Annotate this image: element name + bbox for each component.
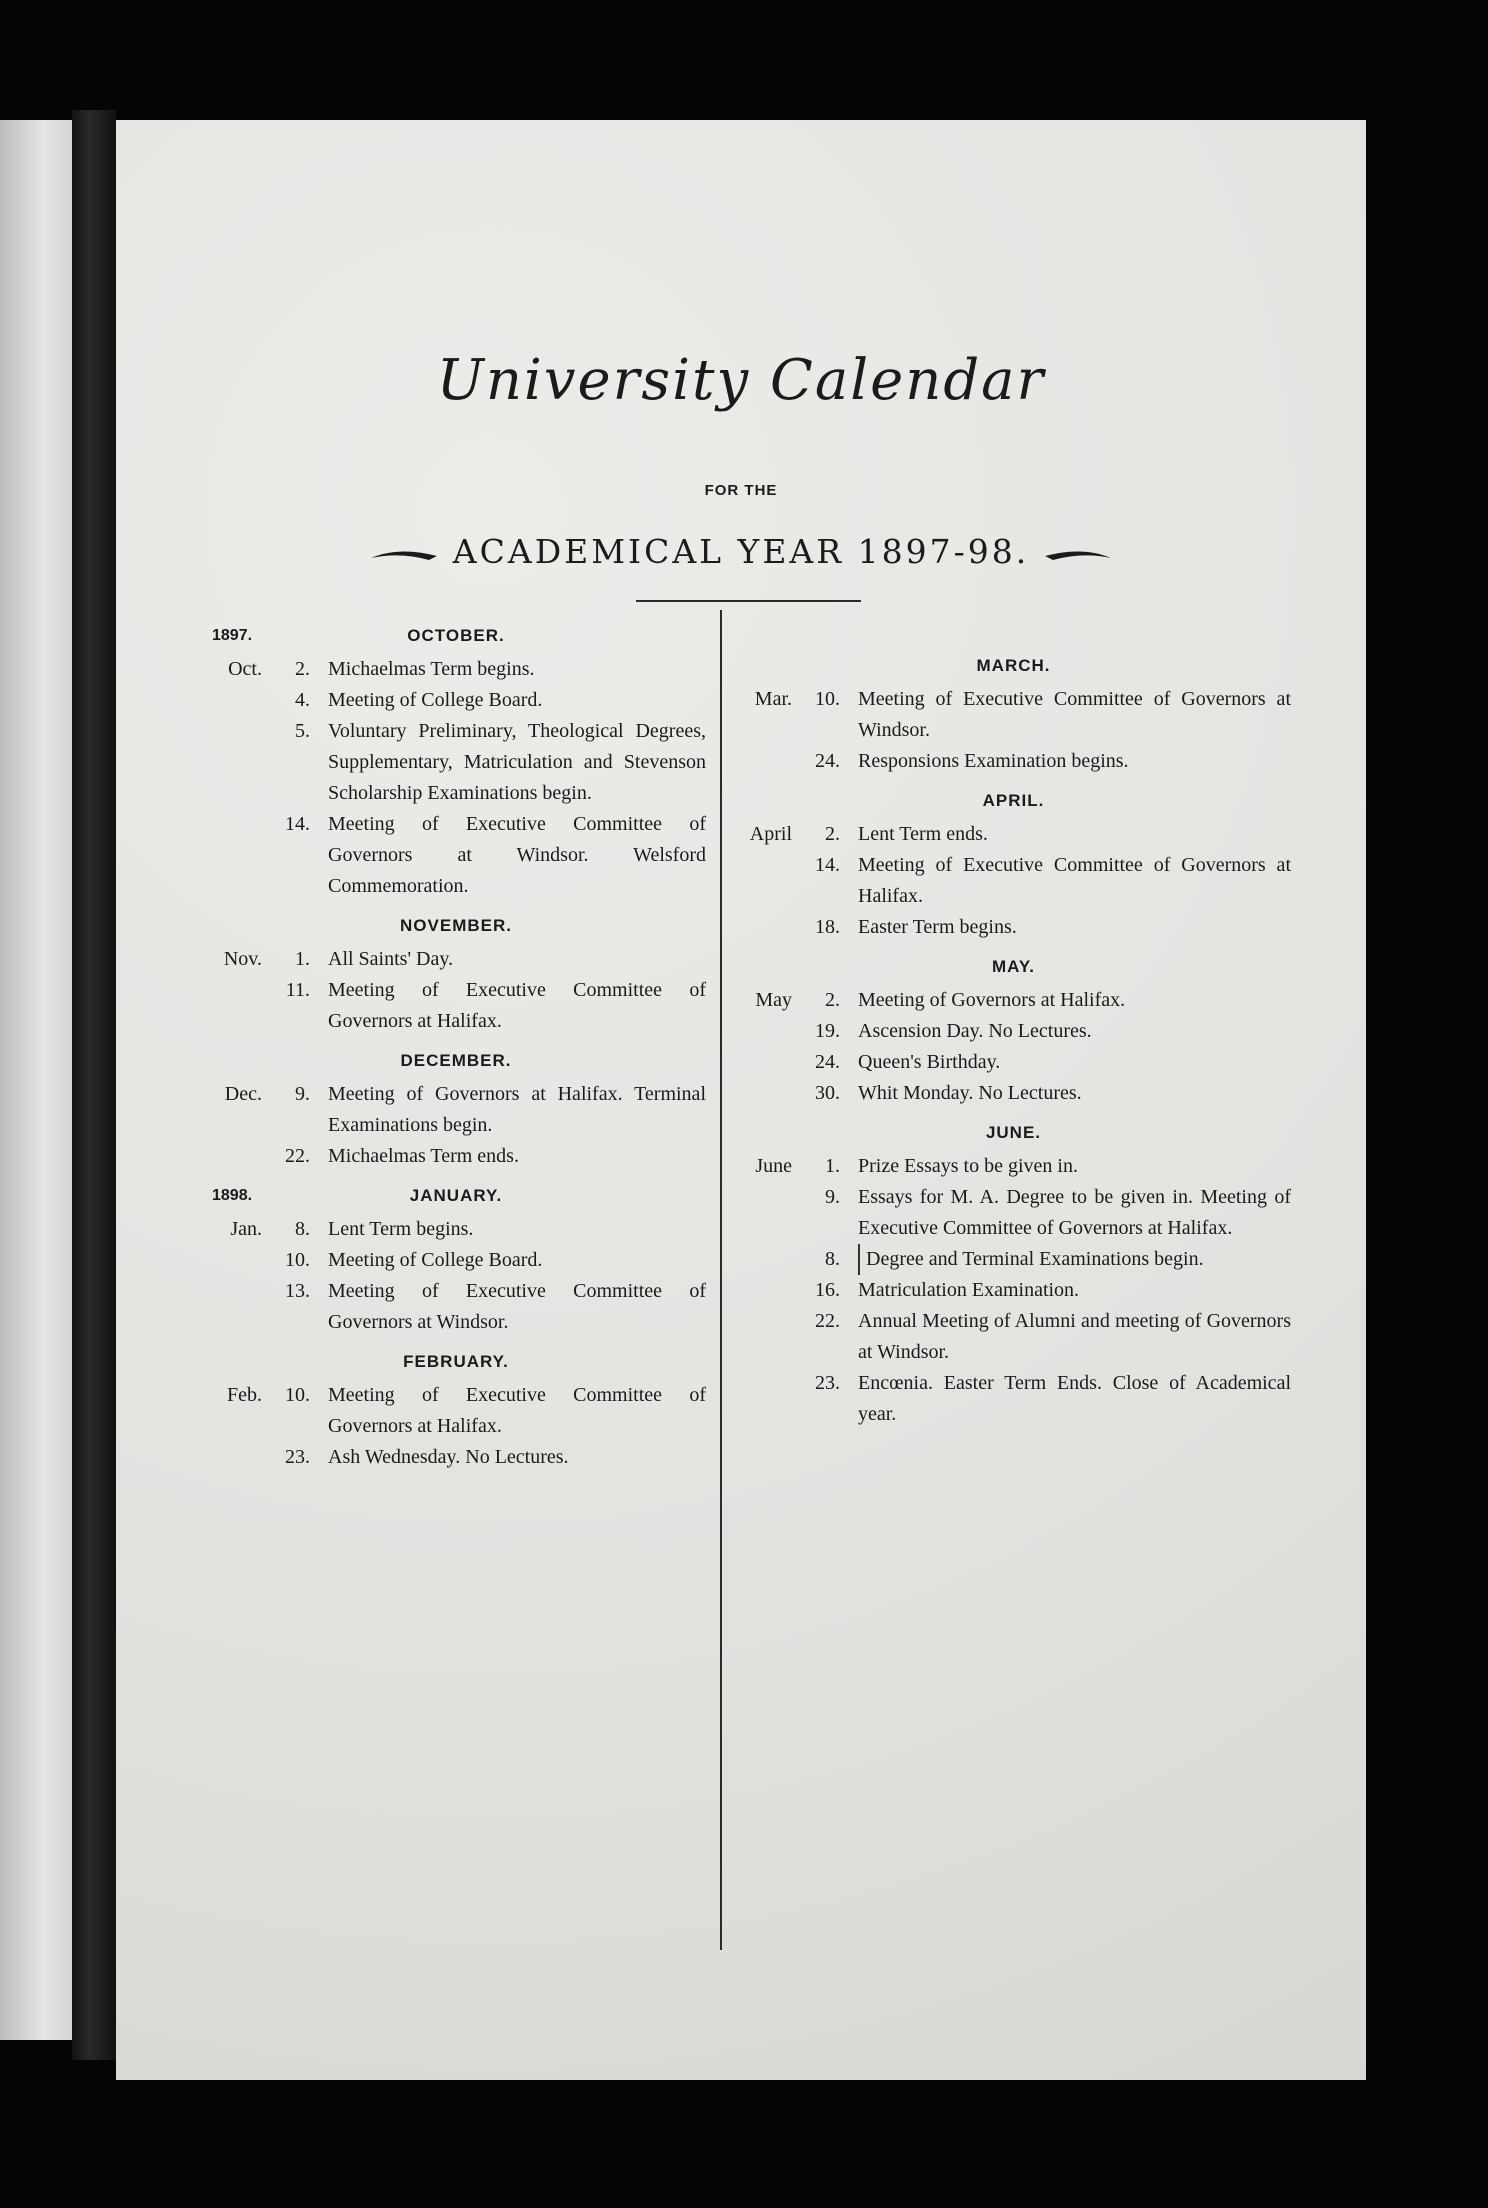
entry-text: All Saints' Day. [328,948,454,970]
entry-text: Meeting of College Board. [328,689,543,711]
entry-day: 2. [295,658,310,680]
entry-day: 19. [815,1020,840,1042]
month-heading [206,620,706,652]
entry-day: 1. [295,948,310,970]
column-divider [720,610,722,1950]
entry-day: 24. [815,750,840,772]
month-heading [736,1117,1291,1149]
calendar-page [116,120,1366,2080]
calendar-entry [206,975,706,1037]
month-name: APRIL. [982,791,1045,810]
entry-day: 5. [295,720,310,742]
calendar-entry [736,912,1291,943]
entry-day: 2. [825,823,840,845]
entry-text: Essays for M. A. Degree to be given in. Meeting of Executive Committee of Governors at Halifax. [858,1186,1291,1239]
calendar-entry [206,685,706,716]
entry-text: Meeting of Executive Committee of Governors at Halifax. [858,854,1291,907]
entry-month: Nov. [223,948,262,970]
book-spine [72,110,116,2060]
calendar-entry [736,1016,1291,1047]
month-name: NOVEMBER. [400,916,512,935]
entry-day: 24. [815,1051,840,1073]
calendar-entry [736,1151,1291,1182]
calendar-entry [206,944,706,975]
entry-day: 22. [815,1310,840,1332]
entry-text: Matriculation Examination. [858,1279,1080,1301]
right-flourish-icon [1043,544,1113,564]
entry-month: Mar. [754,688,792,710]
month-heading [206,1045,706,1077]
entry-text: Meeting of Executive Committee of Governors at Windsor. [858,688,1291,741]
entry-text: Degree and Terminal Examinations begin. [858,1244,1291,1275]
calendar-entry [736,1244,1291,1275]
entry-month: Oct. [228,658,262,680]
entry-text: Meeting of Executive Committee of Governors at Halifax. [328,979,706,1032]
calendar-entry [736,850,1291,912]
calendar-entry [206,1079,706,1141]
month-name: FEBRUARY. [403,1352,509,1371]
entry-day: 2. [825,989,840,1011]
calendar-entry [206,1245,706,1276]
entry-text: Annual Meeting of Alumni and meeting of Governors at Windsor. [858,1310,1291,1363]
entry-text: Michaelmas Term ends. [328,1145,519,1167]
entry-text: Lent Term ends. [858,823,988,845]
entry-day: 10. [285,1249,310,1271]
calendar-entry [736,1078,1291,1109]
entry-text: Lent Term begins. [328,1218,474,1240]
calendar-entry [736,1275,1291,1306]
calendar-entry [206,1442,706,1473]
entry-text: Responsions Examination begins. [858,750,1129,772]
entry-month: April [749,823,792,845]
calendar-entry [206,1141,706,1172]
entry-text: Michaelmas Term begins. [328,658,535,680]
entry-day: 14. [815,854,840,876]
entry-day: 9. [295,1083,310,1105]
left-flourish-icon [369,544,439,564]
entry-day: 23. [285,1446,310,1468]
left-column [206,612,706,1473]
month-name: MARCH. [976,656,1051,675]
entry-day: 18. [815,916,840,938]
calendar-entry [736,985,1291,1016]
year-label: 1897. [212,627,253,644]
calendar-entry [736,819,1291,850]
month-name: MAY. [991,957,1036,976]
month-heading [736,951,1291,983]
academical-year-text: ACADEMICAL YEAR 1897-98. [452,532,1030,571]
entry-text: Ash Wednesday. No Lectures. [328,1446,569,1468]
calendar-entry [736,1047,1291,1078]
entry-text: Whit Monday. No Lectures. [858,1082,1082,1104]
page-title: University Calendar [436,348,1046,413]
calendar-entry [736,1306,1291,1368]
calendar-entry [206,654,706,685]
month-heading [736,650,1291,682]
entry-text: Prize Essays to be given in. [858,1155,1078,1177]
entry-day: 8. [825,1248,840,1270]
entry-text: Encœnia. Easter Term Ends. Close of Academical year. [858,1372,1291,1425]
calendar-entry [206,1380,706,1442]
entry-month: Feb. [227,1384,262,1406]
month-heading [206,1180,706,1212]
entry-month: May [755,989,792,1011]
entry-day: 1. [825,1155,840,1177]
subtitle-for-the: FOR THE [704,482,778,499]
entry-month: June [755,1155,792,1177]
month-heading [206,910,706,942]
entry-text: Meeting of Governors at Halifax. Terminal Examinations begin. [328,1083,706,1136]
entry-text: Meeting of Executive Committee of Governors at Windsor. [328,1280,706,1333]
month-name: JANUARY. [409,1186,503,1205]
month-name: JUNE. [985,1123,1042,1142]
calendar-entry [736,684,1291,746]
entry-text: Meeting of Executive Committee of Governors at Windsor. Welsford Commemoration. [328,813,706,897]
month-heading [736,785,1291,817]
entry-day: 23. [815,1372,840,1394]
calendar-entry [206,716,706,809]
entry-day: 10. [815,688,840,710]
entry-day: 16. [815,1279,840,1301]
entry-text: Queen's Birthday. [858,1051,1001,1073]
entry-text: Voluntary Preliminary, Theological Degrees, Supplementary, Matriculation and Stevenson Scholarship Examinations begin. [328,720,706,804]
calendar-entry [206,1214,706,1245]
calendar-entry [736,1368,1291,1430]
calendar-entry [736,1182,1291,1244]
month-name: OCTOBER. [407,626,505,645]
entry-day: 22. [285,1145,310,1167]
entry-day: 10. [285,1384,310,1406]
year-label: 1898. [212,1187,253,1204]
entry-day: 4. [295,689,310,711]
entry-text: Easter Term begins. [858,916,1017,938]
title-rule [636,600,861,602]
entry-day: 14. [285,813,310,835]
entry-month: Dec. [224,1083,262,1105]
entry-day: 8. [295,1218,310,1240]
right-column [736,642,1291,1430]
calendar-entry [206,1276,706,1338]
month-name: DECEMBER. [400,1051,512,1070]
entry-text: Meeting of Executive Committee of Governors at Halifax. [328,1384,706,1437]
entry-month: Jan. [230,1218,262,1240]
entry-day: 13. [285,1280,310,1302]
entry-day: 11. [285,979,310,1001]
calendar-entry [736,746,1291,777]
calendar-entry [206,809,706,902]
entry-day: 30. [815,1082,840,1104]
entry-text: Ascension Day. No Lectures. [858,1020,1092,1042]
month-heading [206,1346,706,1378]
entry-text: Meeting of College Board. [328,1249,543,1271]
entry-day: 9. [825,1186,840,1208]
entry-text: Meeting of Governors at Halifax. [858,989,1126,1011]
academical-year-heading [116,532,1366,571]
